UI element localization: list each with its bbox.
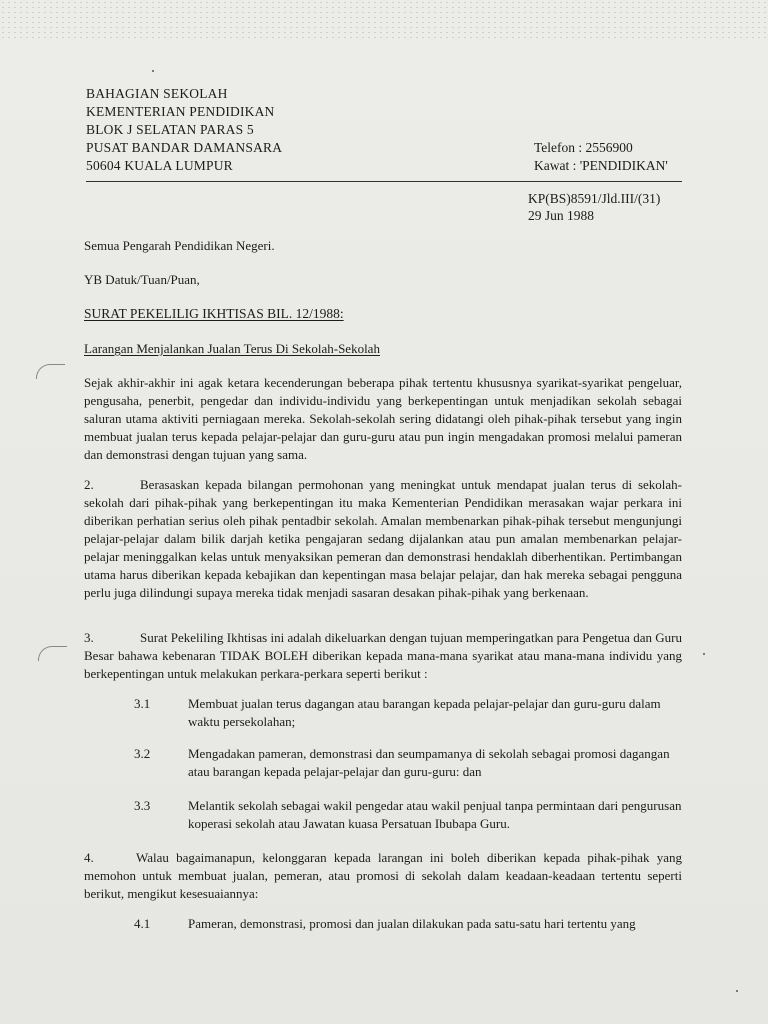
item-number: 4.1: [134, 916, 151, 931]
kawat-line: Kawat : 'PENDIDIKAN': [534, 158, 668, 173]
circular-title: SURAT PEKELILIG IKHTISAS BIL. 12/1988:: [84, 306, 344, 321]
header-divider: [86, 181, 682, 182]
sender-line: PUSAT BANDAR DAMANSARA: [86, 140, 283, 155]
paragraph-4-number: 4.: [84, 850, 94, 865]
paragraph-2-number: 2.: [84, 477, 94, 492]
paragraph-2: Berasaskan kepada bilangan permohonan yang meningkat untuk mendapat jualan terus di sekolah-sekolah dari pihak-pihak yang berkepentingan itu maka Kementerian Pendidikan merasakan wajar perkara ini diberikan perhatian serius oleh pihak pentadbir sekolah. Amalan membenarkan pihak-pihak tersebut mengunjungi pelajar-pelajar dalam bilik darjah ketika pengajaran sedang dijalankan atau pun amalan membenarkan pelajar-pelajar meninggalkan kelas untuk menyaksikan pemeran dan demonstrasi hendaklah diberhentikan. Pertimbangan utama harus diberikan kepada kebajikan dan kepentingan masa belajar pelajar, dan hak mereka sebagai pengguna perlu juga dilindungi supaya mereka tidak menjadi sasaran desakan pihak-pihak yang berkenaan.: [84, 477, 682, 600]
item-text: Pameran, demonstrasi, promosi dan jualan dilakukan pada satu-satu hari tertentu yang: [188, 916, 636, 931]
salutation: YB Datuk/Tuan/Puan,: [84, 272, 200, 287]
reference-block: [528, 190, 660, 224]
scan-noise: [0, 0, 768, 40]
paragraph-3: Surat Pekeliling Ikhtisas ini adalah dikeluarkan dengan tujuan memperingatkan para Pengetua dan Guru Besar bahawa kebenaran TIDAK BOLEH diberikan kepada mana-mana syarikat atau mana-mana individu yang berkepentingan untuk melakukan perkara-perkara seperti berikut :: [84, 630, 682, 681]
subject-line: Larangan Menjalankan Jualan Terus Di Sekolah-Sekolah: [84, 341, 380, 356]
sender-line: BAHAGIAN SEKOLAH: [86, 86, 228, 101]
scan-speck: [703, 653, 705, 655]
scan-speck: [736, 990, 738, 992]
letter-date: 29 Jun 1988: [528, 208, 595, 223]
sender-line: 50604 KUALA LUMPUR: [86, 158, 233, 173]
telefon-line: Telefon : 2556900: [534, 140, 633, 155]
item-text: Melantik sekolah sebagai wakil pengedar atau wakil penjual tanpa permintaan dari pengurusan koperasi sekolah atau Jawatan kuasa Persatuan Ibubapa Guru.: [188, 798, 682, 831]
paragraph-4: Walau bagaimanapun, kelonggaran kepada larangan ini boleh diberikan kepada pihak-pihak yang memohon untuk membuat jualan, pemeran, atau promosi di sekolah dalam keadaan-keadaan tertentu seperti berikut, mengikut kesesuaiannya:: [84, 850, 682, 901]
sender-line: KEMENTERIAN PENDIDIKAN: [86, 104, 275, 119]
item-number: 3.1: [134, 696, 151, 711]
reference-number: KP(BS)8591/Jld.III/(31): [528, 191, 661, 206]
item-number: 3.2: [134, 746, 151, 761]
item-text: Membuat jualan terus dagangan atau barangan kepada pelajar-pelajar dan guru-guru dalam waktu persekolahan;: [188, 696, 661, 729]
punch-hole-mark: [38, 646, 67, 661]
paragraph-1: Sejak akhir-akhir ini agak ketara kecenderungan beberapa pihak tertentu khususnya syarikat-syarikat pengeluar, pengusaha, penerbit, pengedar dan individu-individu yang berkepentingan untuk menjadikan sekolah sebagai saluran utama aktiviti perniagaan mereka. Sekolah-sekolah sering didatangi oleh pihak-pihak tersebut yang ingin membuat jualan terus kepada pelajar-pelajar dan guru-guru atau pun ingin mengadakan promosi melalui pameran dan demonstrasi dengan tujuan yang sama.: [84, 375, 682, 462]
item-text: Mengadakan pameran, demonstrasi dan seumpamanya di sekolah sebagai promosi dagangan atau barangan kepada pelajar-pelajar dan guru-guru: dan: [188, 746, 670, 779]
paragraph-3-number: 3.: [84, 630, 94, 645]
contact-info: [534, 139, 668, 175]
sender-line: BLOK J SELATAN PARAS 5: [86, 122, 254, 137]
punch-hole-mark: [36, 364, 65, 379]
scan-speck: [152, 70, 154, 72]
sender-address: [86, 85, 282, 175]
recipient: Semua Pengarah Pendidikan Negeri.: [84, 238, 275, 253]
item-number: 3.3: [134, 798, 151, 813]
